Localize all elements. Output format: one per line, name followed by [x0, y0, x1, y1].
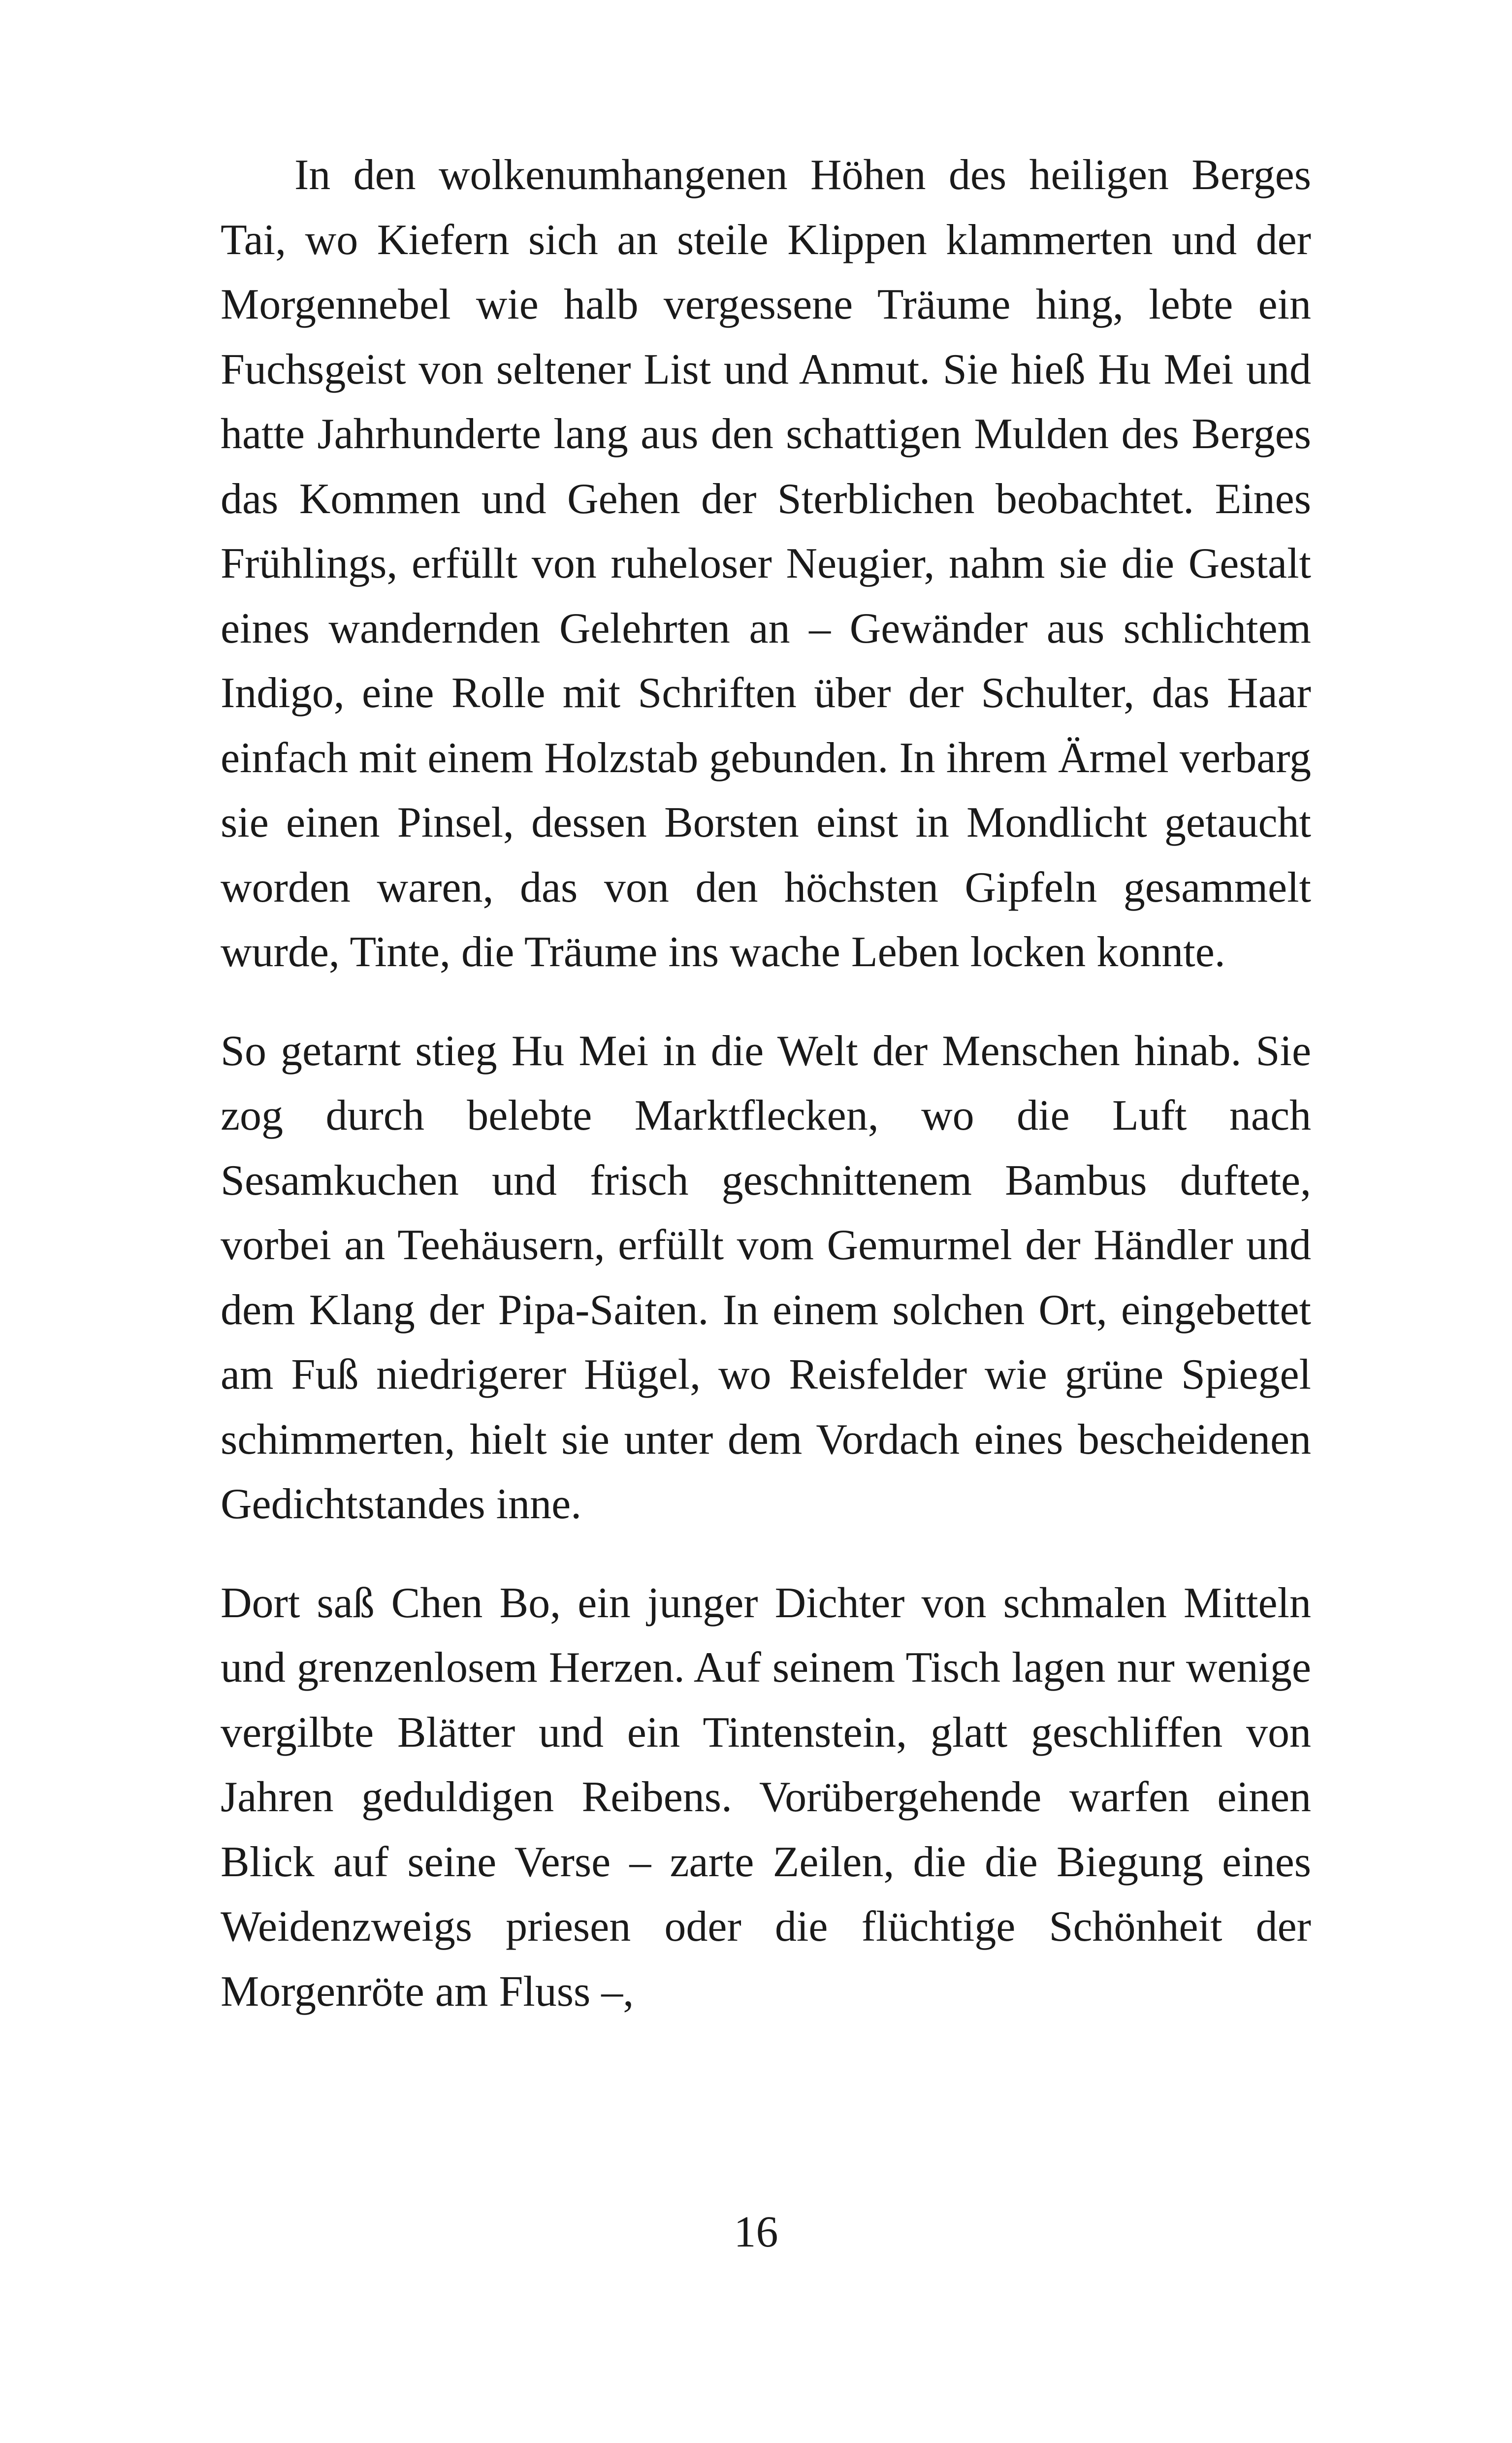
paragraph-3: Dort saß Chen Bo, ein junger Dichter von schmalen Mitteln und grenzenlosem Herzen. Auf seinem Tisch lagen nur wenige vergilbte Blätter und ein Tintenstein, glatt geschliffen von Jahren geduldigen Reibens. Vorübergehende warfen einen Blick auf seine Verse – zarte Zeilen, die die Biegung eines Weidenzweigs priesen oder die flüchtige Schönheit der Morgenröte am Fluss –, — [221, 1579, 1311, 2016]
body-text — [221, 143, 1311, 2024]
paragraph-2: So getarnt stieg Hu Mei in die Welt der Menschen hinab. Sie zog durch belebte Marktflecken, wo die Luft nach Sesamkuchen und frisch geschnittenem Bambus duftete, vorbei an Teehäusern, erfüllt vom Gemurmel der Händler und dem Klang der Pipa-Saiten. In einem solchen Ort, eingebettet am Fuß niedrigerer Hügel, wo Reisfelder wie grüne Spiegel schimmerten, hielt sie unter dem Vordach eines bescheidenen Gedichtstandes inne. — [221, 1027, 1311, 1528]
page-number: 16 — [734, 2208, 778, 2256]
paragraph-1: In den wolkenumhangenen Höhen des heiligen Berges Tai, wo Kiefern sich an steile Klippen klammerten und der Morgennebel wie halb vergessene Träume hing, lebte ein Fuchsgeist von seltener List und Anmut. Sie hieß Hu Mei und hatte Jahrhunderte lang aus den schattigen Mulden des Berges das Kommen und Gehen der Sterblichen beobachtet. Eines Frühlings, erfüllt von ruheloser Neugier, nahm sie die Gestalt eines wandernden Gelehrten an – Gewänder aus schlichtem Indigo, eine Rolle mit Schriften über der Schulter, das Haar einfach mit einem Holzstab gebunden. In ihrem Ärmel verbarg sie einen Pinsel, dessen Borsten einst in Mondlicht getaucht worden waren, das von den höchsten Gipfeln gesammelt wurde, Tinte, die Träume ins wache Leben locken konnte. — [221, 151, 1311, 976]
